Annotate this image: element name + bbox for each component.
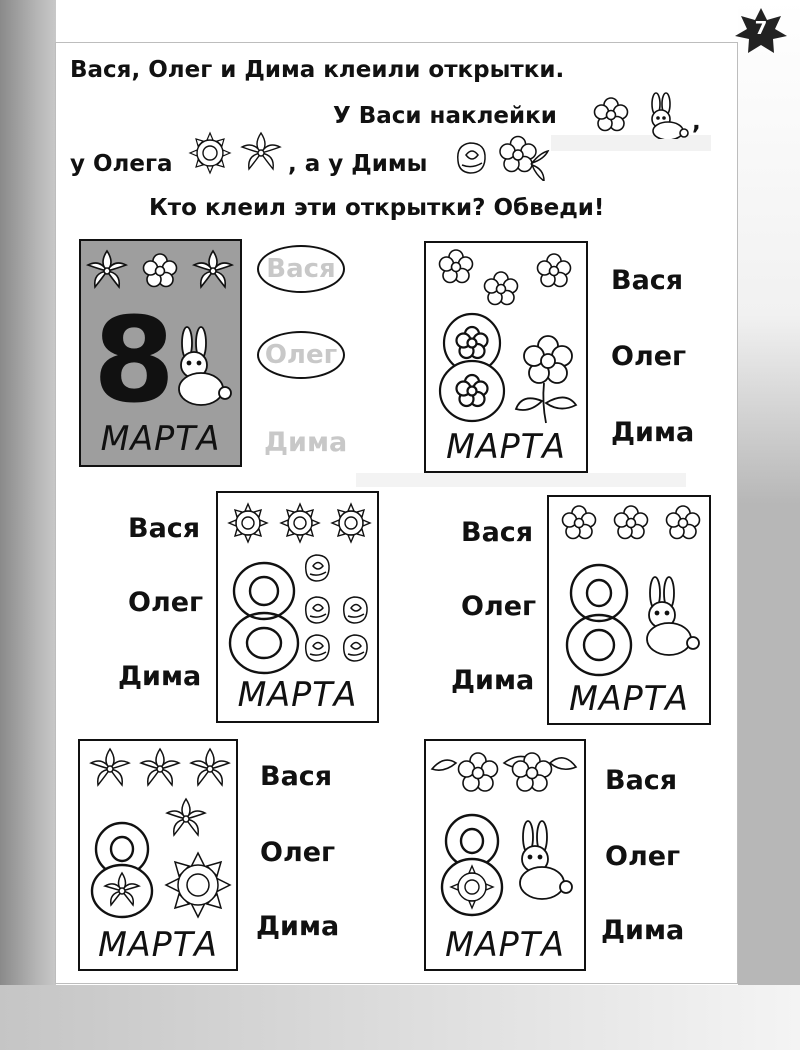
- card-3-name-dima[interactable]: Дима: [118, 661, 202, 692]
- daisy-icon: [485, 272, 518, 305]
- outline-eight-icon: [92, 823, 152, 917]
- lily-icon: [167, 799, 205, 835]
- card-1-name-vasya[interactable]: Вася: [266, 254, 336, 284]
- card-5-marta: МАРТА: [98, 925, 218, 965]
- bunny-icon: [520, 821, 572, 899]
- card-3-name-oleg[interactable]: Олег: [128, 587, 204, 618]
- bunny-icon: [647, 577, 699, 655]
- card-1-marta: МАРТА: [100, 419, 221, 459]
- instruction-comma: ,: [692, 109, 701, 135]
- card-3-marta: МАРТА: [237, 675, 358, 715]
- background-bottom-strip: [0, 985, 800, 1050]
- lily-icon: [194, 251, 232, 287]
- lily-icon: [141, 749, 179, 785]
- card-2-name-dima[interactable]: Дима: [611, 417, 695, 448]
- card-5-name-dima[interactable]: Дима: [256, 911, 340, 942]
- instruction-line-3b: , а у Димы: [288, 151, 428, 177]
- lily-icon: [88, 251, 126, 287]
- vasya-stickers: [589, 91, 699, 143]
- card-4-name-vasya[interactable]: Вася: [461, 517, 534, 548]
- lily-icon: [91, 749, 129, 785]
- dima-stickers: [454, 133, 559, 185]
- sunflower-icon: [332, 504, 370, 542]
- bunny-icon: [179, 327, 231, 405]
- card-4-name-oleg[interactable]: Олег: [461, 591, 537, 622]
- worksheet-page: [55, 42, 738, 984]
- background-left-strip: [0, 0, 56, 1050]
- rose-icon: [306, 555, 329, 581]
- card-1-name-oleg[interactable]: Олег: [264, 340, 338, 370]
- card-5-name-oleg[interactable]: Олег: [260, 837, 336, 868]
- sunflower-icon: [229, 504, 267, 542]
- oleg-stickers: [187, 129, 287, 181]
- card-1-name-dima[interactable]: Дима: [264, 427, 348, 458]
- outline-eight-icon: [230, 563, 298, 673]
- card-1: [79, 239, 242, 467]
- card-6-name-vasya[interactable]: Вася: [605, 765, 678, 796]
- outline-eight-icon: [442, 815, 502, 915]
- card-2-marta: МАРТА: [446, 427, 566, 467]
- card-2-name-oleg[interactable]: Олег: [611, 341, 687, 372]
- instruction-line-3a: у Олега: [70, 151, 173, 177]
- page-number-badge: [733, 6, 789, 56]
- card-5: [78, 739, 238, 971]
- card-2-name-vasya[interactable]: Вася: [611, 265, 684, 296]
- daisy-icon: [595, 98, 628, 131]
- card-4-marta: МАРТА: [569, 679, 689, 719]
- oval-vasya: [257, 245, 345, 293]
- card-5-name-vasya[interactable]: Вася: [260, 761, 333, 792]
- bleed-through-mark: [356, 473, 686, 487]
- card-1-number: 8: [93, 291, 176, 429]
- daisy-icon: [667, 506, 700, 539]
- card-6-marta: МАРТА: [445, 925, 565, 965]
- outline-eight-icon: [440, 314, 504, 421]
- daisy-icon: [563, 506, 596, 539]
- daisy-icon: [538, 254, 571, 287]
- daisy-with-leaves-icon: [516, 336, 576, 423]
- lily-icon: [191, 749, 229, 785]
- bunny-icon: [652, 93, 688, 139]
- page-number: 7: [754, 18, 768, 39]
- rose-icon: [458, 143, 485, 173]
- card-6: [424, 739, 586, 971]
- card-6-name-oleg[interactable]: Олег: [605, 841, 681, 872]
- daisy-icon: [440, 250, 473, 283]
- sunflower-icon: [190, 133, 230, 173]
- card-3-name-vasya[interactable]: Вася: [128, 513, 201, 544]
- instruction-line-1: Вася, Олег и Дима клеили открытки.: [70, 57, 565, 83]
- sunflower-icon: [166, 853, 230, 917]
- lily-icon: [242, 133, 280, 169]
- rose-icon: [344, 597, 367, 623]
- daisy-icon: [144, 254, 177, 287]
- card-4-name-dima[interactable]: Дима: [451, 665, 535, 696]
- card-3: [216, 491, 379, 723]
- sunflower-icon: [281, 504, 319, 542]
- card-4: [547, 495, 711, 725]
- rose-icon: [344, 635, 367, 661]
- rose-icon: [306, 635, 329, 661]
- card-2: [424, 241, 588, 473]
- outline-eight-icon: [567, 565, 631, 675]
- background-right-strip: [738, 0, 800, 1050]
- card-6-name-dima[interactable]: Дима: [601, 915, 685, 946]
- instruction-line-2: У Васи наклейки: [333, 103, 557, 129]
- instruction-line-4: Кто клеил эти открытки? Обведи!: [149, 195, 605, 221]
- daisy-with-leaves-icon: [500, 137, 548, 182]
- daisy-icon: [615, 506, 648, 539]
- rose-icon: [306, 597, 329, 623]
- daisies-with-leaves-icon: [432, 753, 576, 791]
- oval-oleg: [257, 331, 345, 379]
